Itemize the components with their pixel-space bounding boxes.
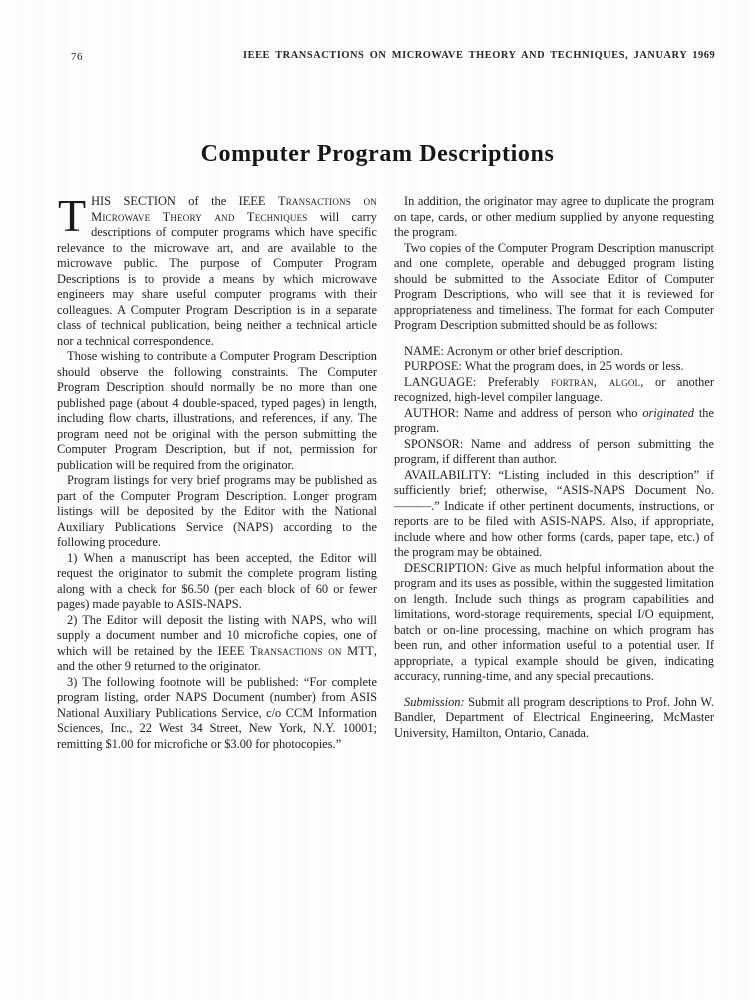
- text-segment: AUTHOR: Name and address of person who: [404, 405, 643, 420]
- text-segment: originated: [642, 405, 694, 420]
- text-segment: Two copies of the Computer Program Description manuscript and one complete, operable and debugged program listing should be submitted to the Associate Editor of Computer Program Descriptions, who will see that it is reviewed for appropriateness and timeliness. The format for each Computer Program Description submitted should be as follows:: [394, 240, 714, 332]
- article-body: [57, 190, 715, 752]
- text-segment: NAME: Acronym or other brief description.: [404, 343, 623, 358]
- text-segment: Program listings for very brief programs may be published as part of the Computer Program Description. Longer program listings will be deposited by the Editor with the National Auxiliary Publications Service (NAPS) according to the following procedure.: [57, 473, 377, 549]
- text-segment: PURPOSE: What the program does, in 25 words or less.: [404, 359, 684, 373]
- text-segment: 3) The following footnote will be published: “For complete program listing, order NAPS Document (number) from ASIS National Auxiliary Publications Service, c/o CCM Information Sciences, Inc., 22 West 34 Street, New York, N.Y. 10001; remitting $1.00 for microfiche or $3.00 for photocopies.”: [57, 674, 377, 751]
- text-segment: Submission:: [404, 694, 465, 709]
- intro-paragraph: [57, 190, 377, 349]
- article-title: Computer Program Descriptions: [200, 141, 555, 167]
- journal-title: IEEE TRANSACTIONS ON MICROWAVE THEORY AND TECHNIQUES, JANUARY 1969: [243, 50, 716, 61]
- duplication-paragraph: [394, 194, 714, 241]
- procedure-item-1: [57, 551, 377, 613]
- text-segment: or another recognized, high-level compiler language.: [394, 374, 714, 404]
- text-segment: SPONSOR: Name and address of person submitting the program, if different than author.: [394, 436, 714, 466]
- text-segment: will carry descriptions of computer programs which have specific relevance to the microwave art, and are available to the microwave public. The purpose of Computer Program Descriptions is to provide a means by which microwave engineers may share useful computer programs with their colleagues. A Computer Program Description is in a separate class of technical publication, being neither a technical article nor a technical correspondence.: [57, 209, 377, 348]
- text-segment: In addition, the originator may agree to duplicate the program on tape, cards, or other medium supplied by anyone requesting the program.: [394, 194, 714, 239]
- right-column: [394, 194, 714, 752]
- text-segment: Transactions on Microwave Theory and Techniques: [91, 194, 377, 224]
- format-item-description: [394, 561, 714, 685]
- text-segment: 2) The Editor will deposit the listing with NAPS, who will supply a document number and 10 microfiche copies, one of which will be retained by the IEEE: [57, 612, 377, 658]
- text-segment: , and the other 9 returned to the originator.: [57, 643, 377, 673]
- procedure-item-2: [57, 613, 377, 675]
- text-segment: LANGUAGE: Preferably: [404, 374, 551, 389]
- text-segment: the program.: [394, 405, 714, 435]
- text-segment: of the IEEE: [175, 194, 278, 208]
- left-column: [57, 190, 377, 752]
- text-segment: DESCRIPTION: Give as much helpful information about the program and its uses as possible, within the suggested limitation on length. Include such things as program capabilities and limitations, word-storage requirements, special I/O equipment, batch or on-line processing, machine on which program has been run, and other information useful to a potential user. If appropriate, a typical example should be given, indicating accuracy, running-time, and any special precautions.: [394, 560, 714, 683]
- format-item-purpose: [394, 359, 714, 375]
- text-segment: fortran, algol,: [550, 374, 644, 389]
- text-segment: HIS SECTION: [91, 194, 176, 208]
- procedure-item-3: [57, 675, 377, 753]
- constraints-paragraph: [57, 349, 377, 473]
- text-segment: Transactions on MTT: [249, 643, 374, 658]
- running-header: [0, 50, 755, 64]
- submission-paragraph: [394, 695, 714, 742]
- format-item-name: [394, 344, 714, 360]
- page-number: 76: [71, 51, 83, 63]
- drop-cap: T: [58, 190, 87, 241]
- text-segment: AVAILABILITY: “Listing included in this description” if sufficiently brief; otherwise, “ASIS-NAPS Document No. ———.” Indicate if other pertinent documents, instructions, or reports are to be filed with ASIS-NAPS. Also, if appropriate, include where and how other forms (cards, paper tape, etc.) of the program may be obtained.: [394, 467, 714, 559]
- text-segment: Submit all program descriptions to Prof. John W. Bandler, Department of Electrical Engineering, McMaster University, Hamilton, Ontario, Canada.: [394, 694, 714, 740]
- format-item-sponsor: [394, 437, 714, 468]
- format-item-author: [394, 406, 714, 437]
- text-segment: 1) When a manuscript has been accepted, the Editor will request the originator to submit the complete program listing along with a check for $6.50 (per each block of 60 or fewer pages) made payable to ASIS-NAPS.: [57, 550, 377, 611]
- format-item-availability: [394, 468, 714, 561]
- listings-paragraph: [57, 473, 377, 551]
- format-item-language: [394, 375, 714, 406]
- text-segment: Those wishing to contribute a Computer Program Description should observe the following constraints. The Computer Program Description should normally be no more than one published page (about 4 double-spaced, typed pages) in length, including flow charts, illustrations, and references, if any. The program need not be original with the person submitting the Computer Program Description, but if not, permission for publication will be required from the originator.: [57, 349, 377, 472]
- submittal-paragraph: [394, 241, 714, 334]
